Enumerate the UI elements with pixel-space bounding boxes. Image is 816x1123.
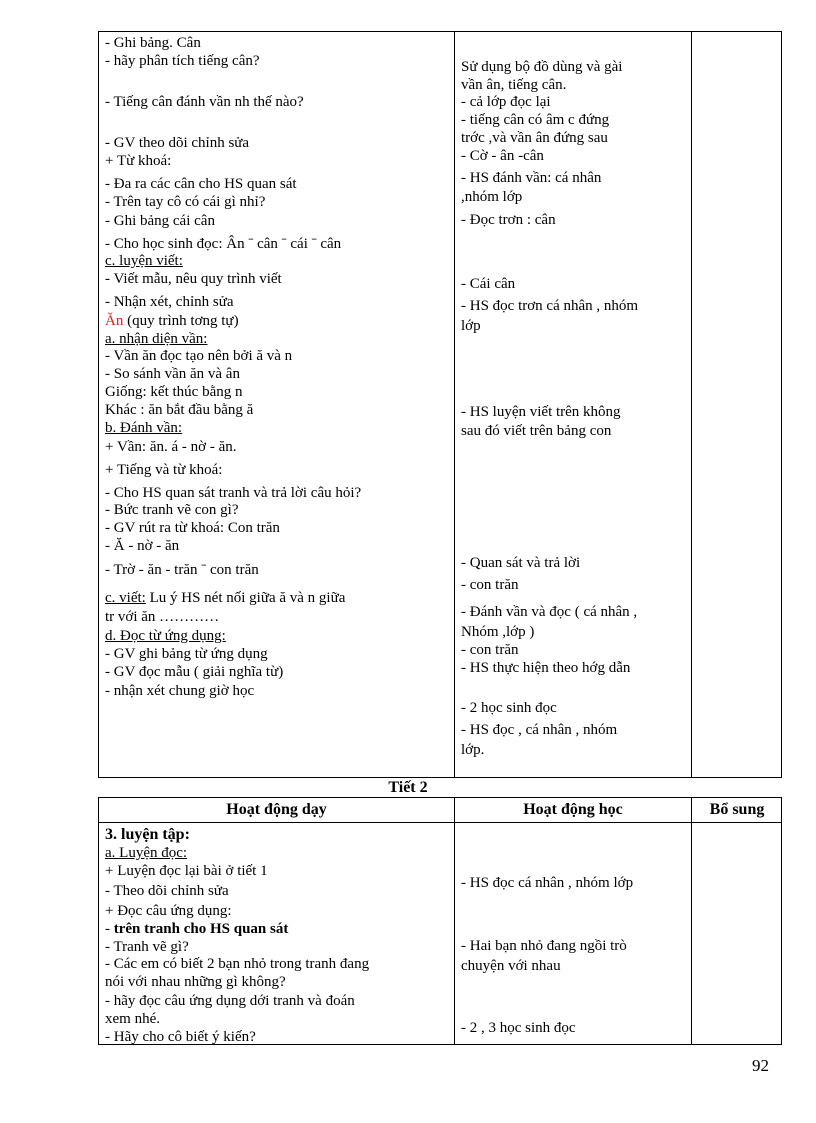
text-line: - Ghi bảng. Cân	[105, 35, 201, 51]
text-line: - Nhận xét, chỉnh sửa	[105, 294, 234, 310]
text-line: - Theo dõi chỉnh sửa	[105, 883, 229, 899]
column-header-teaching: Hoạt động dạy	[226, 801, 327, 818]
text-line: - Tiếng cân đánh vần nh thế nào?	[105, 94, 304, 110]
text-line: - Quan sát và trả lời	[461, 555, 581, 571]
lesson-table-2	[98, 797, 782, 1045]
text-line: chuyện với nhau	[461, 958, 561, 974]
section-heading: d. Đọc từ ứng dụng:	[105, 628, 226, 644]
text-line: - Tranh vẽ gì?	[105, 939, 189, 955]
column-divider	[454, 32, 455, 777]
text-line: - HS đọc cá nhân , nhóm lớp	[461, 875, 634, 891]
section-title: Tiết 2	[388, 779, 428, 796]
learning-activity-cell	[461, 32, 689, 777]
section-heading: a. nhận diện vần:	[105, 331, 208, 347]
text-line: - hãy phân tích tiếng cân?	[105, 53, 260, 69]
column-header-notes: Bổ sung	[709, 801, 765, 818]
section-heading: 3. luyện tập:	[105, 826, 190, 843]
text-line: Nhóm ,lớp )	[461, 624, 535, 640]
text-line: - HS đánh vần: cá nhân	[461, 170, 602, 186]
text-line: - Ghi bảng cái cân	[105, 213, 215, 229]
text-line: - nhận xét chung giờ học	[105, 683, 255, 699]
text-line: - Cái cân	[461, 276, 516, 292]
column-divider	[454, 798, 455, 1044]
text-line: - GV rút ra từ khoá: Con trăn	[105, 520, 280, 536]
text-line: ,nhóm lớp	[461, 189, 523, 205]
text-line: - Vần ăn đọc tạo nên bởi ă và n	[105, 348, 293, 364]
text-line: - HS thực hiện theo hớg dẫn	[461, 660, 631, 676]
text-line: - GV đọc mẫu ( giải nghĩa từ)	[105, 664, 284, 680]
text-line: - con trăn	[461, 577, 519, 593]
text-line: - Bức tranh vẽ con gì?	[105, 502, 239, 518]
section-heading: b. Đánh vần:	[105, 420, 183, 436]
bold-text: trên tranh cho HS quan sát	[113, 921, 289, 937]
text-line: - Hãy cho cô biết ý kiến?	[105, 1029, 256, 1045]
section-heading: c. viết:	[105, 590, 146, 606]
text-line: tr với ăn …………	[105, 609, 220, 625]
text-line: xem nhé.	[105, 1011, 160, 1027]
column-divider	[691, 798, 692, 1044]
text-line: - GV ghi bảng từ ứng dụng	[105, 646, 268, 662]
text-span: -	[105, 921, 114, 937]
text-line: - HS đọc , cá nhân , nhóm	[461, 722, 618, 738]
page-number: 92	[752, 1056, 769, 1075]
text-line: + Vần: ăn. á - nờ - ăn.	[105, 439, 237, 455]
text-line: lớp	[461, 318, 481, 334]
text-line: sau đó viết trên bảng con	[461, 423, 612, 439]
column-divider	[691, 32, 692, 777]
text-line: - Ă - nờ - ăn	[105, 538, 180, 554]
text-line: - con trăn	[461, 642, 519, 658]
text-line: - Đánh vần và đọc ( cá nhân ,	[461, 604, 638, 620]
text-line: - Cờ - ân -cân	[461, 148, 544, 164]
text-line: nói với nhau những gì không?	[105, 974, 286, 990]
text-line: - GV theo dõi chỉnh sửa	[105, 135, 250, 151]
text-line: - Trờ - ăn - trăn ˉ con trăn	[105, 562, 259, 578]
text-line: lớp.	[461, 742, 485, 758]
text-line: - cả lớp đọc lại	[461, 94, 551, 110]
text-line: - HS luyện viết trên không	[461, 404, 621, 420]
section-heading: c. luyện viết:	[105, 253, 183, 269]
highlighted-word: Ăn	[105, 313, 124, 329]
text-line: - Đọc trơn : cân	[461, 212, 556, 228]
text-line: Giống: kết thúc bằng n	[105, 384, 243, 400]
text-line: - Trên tay cô có cái gì nhỉ?	[105, 194, 266, 210]
text-line: vần ân, tiếng cân.	[461, 77, 567, 93]
text-line	[105, 921, 288, 937]
text-line: + Luyện đọc lại bài ở tiết 1	[105, 863, 268, 879]
text-line: + Từ khoá:	[105, 153, 172, 169]
text-line: - So sánh vần ăn và ân	[105, 366, 240, 382]
text-line: + Tiếng và từ khoá:	[105, 462, 223, 478]
teaching-activity-cell	[105, 798, 450, 1044]
text-line: + Đọc câu ứng dụng:	[105, 903, 232, 919]
text-line: - 2 học sinh đọc	[461, 700, 557, 716]
text-span: Lu ý HS nét nối giữa ă và n giữa	[145, 590, 346, 606]
text-line: trớc ,và vần ân đứng sau	[461, 130, 608, 146]
text-line: - Đa ra các cân cho HS quan sát	[105, 176, 297, 192]
text-line: - Các em có biết 2 bạn nhỏ trong tranh đang	[105, 956, 370, 972]
text-line: - 2 , 3 học sinh đọc	[461, 1020, 576, 1036]
text-line	[105, 313, 239, 329]
text-line: - Hai bạn nhỏ đang ngồi trò	[461, 938, 627, 954]
teaching-activity-cell	[105, 32, 450, 777]
text-line: - Cho HS quan sát tranh và trả lời câu hỏi?	[105, 485, 362, 501]
section-heading: a. Luyện đọc:	[105, 845, 188, 861]
learning-activity-cell	[461, 798, 689, 1044]
text-span: (quy trình tơng tự)	[123, 313, 239, 329]
lesson-table-1	[98, 31, 782, 778]
text-line: - HS đọc trơn cá nhân , nhóm	[461, 298, 639, 314]
text-line: Khác : ăn bắt đầu bằng ă	[105, 402, 254, 418]
text-line: Sử dụng bộ đồ dùng và gài	[461, 59, 623, 75]
text-line: - tiếng cân có âm c đứng	[461, 112, 610, 128]
text-line: - Viết mẫu, nêu quy trình viết	[105, 271, 282, 287]
text-line	[105, 590, 345, 606]
text-line: - hãy đọc câu ứng dụng dới tranh và đoán	[105, 993, 355, 1009]
text-line: - Cho học sinh đọc: Ân ˉ cân ˉ cái ˉ cân	[105, 236, 342, 252]
column-header-learning: Hoạt động học	[523, 801, 623, 818]
